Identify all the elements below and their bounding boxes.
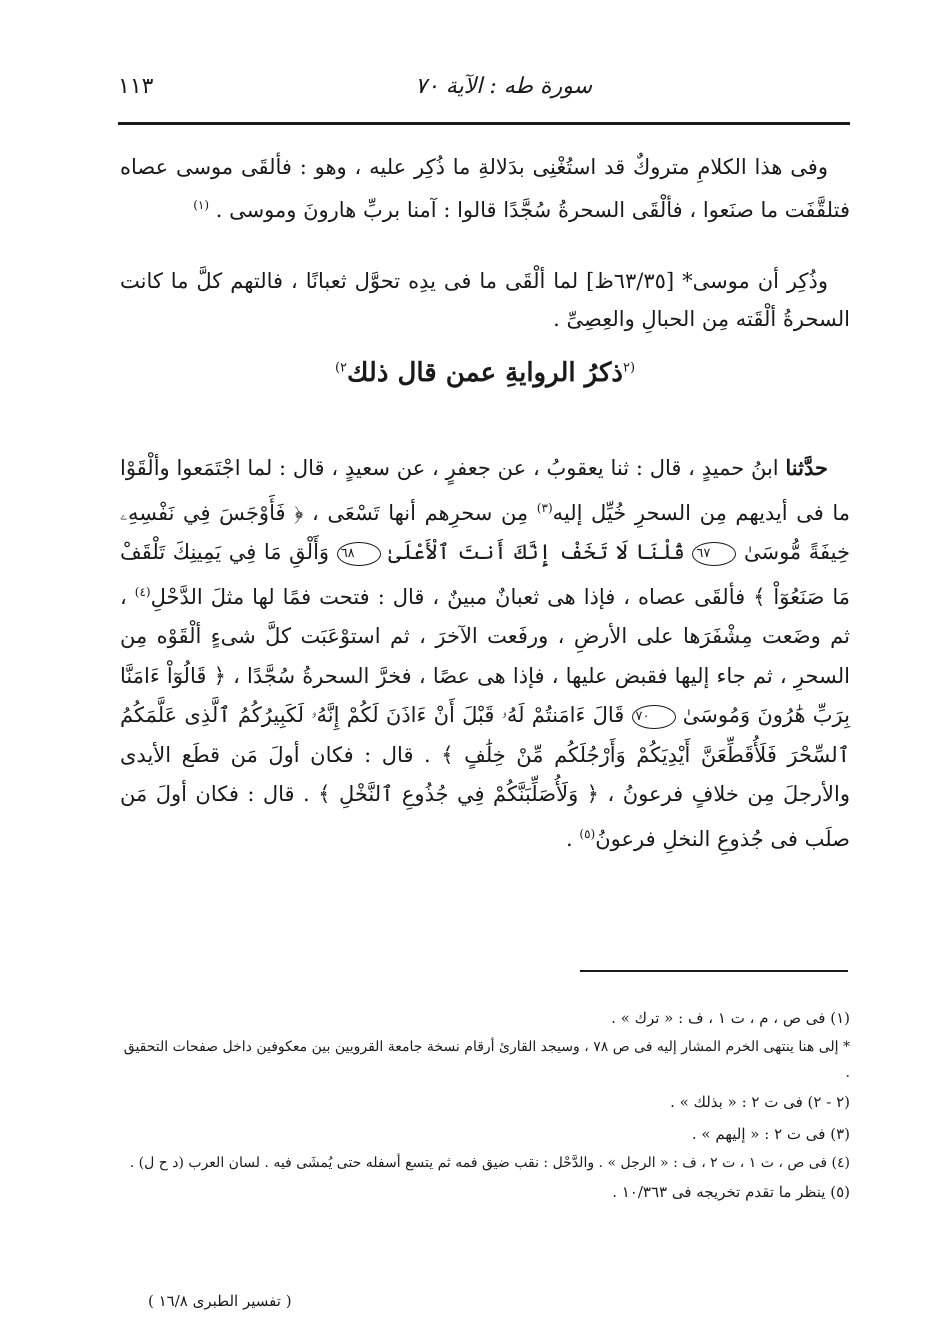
quran-verse-70: ﴿ قَالُوٓاْ ءَامَنَّا بِرَبِّ هَٰرُونَ وَمُوسَىٰ bbox=[120, 663, 850, 727]
paragraph-2 bbox=[120, 262, 850, 338]
ayah-number-68: ٦٨ bbox=[337, 542, 381, 566]
footnote-1: (١) فى ص ، م ، ت ١ ، ف : « ترك » . bbox=[611, 1009, 850, 1027]
paragraph-2-text: وذُكِر أن موسى* [٦٣/٣٥ظ] لما ألْقَى ما فى يدِه تحوَّل ثعبانًا ، فالتهم كلَّ ما كانت السحرةُ ألْقَته مِن الحبالِ والعِصِىِّ . bbox=[120, 269, 850, 331]
header-title: سورة طه : الآية ٧٠ bbox=[415, 74, 592, 99]
footnote-star: * إلى هنا ينتهى الخرم المشار إليه فى ص ٧٨ ، وسيجد القارئ أرقام نسخة جامعة القرويين بين معكوفين داخل صفحات التحقيق . bbox=[123, 1039, 850, 1081]
running-header bbox=[118, 70, 850, 110]
narration-lead: حدَّثنا bbox=[785, 455, 828, 480]
ayah-number-67: ٦٧ bbox=[692, 542, 736, 566]
ayah-number-70: ٧٠ bbox=[632, 705, 676, 729]
paragraph-1 bbox=[120, 148, 850, 229]
heading-footnote-open: (٢ bbox=[622, 360, 636, 376]
footnote-ref-1: (١) bbox=[193, 198, 210, 212]
paragraph-1-text: وفى هذا الكلامِ متروكٌ قد استُغْنِى بدَلالةِ ما ذُكِر عليه ، وهو : فألقَى موسى عصاه فتلقَّفَت ما صنَعوا ، فألْقَى السحرةُ سُجَّدًا قالوا : آمنا بربِّ هارونَ وموسى . bbox=[120, 155, 850, 222]
heading-footnote-close: ٢) bbox=[334, 360, 348, 376]
footnotes bbox=[120, 1002, 850, 1208]
header-rule bbox=[118, 122, 850, 125]
narration-text-3: فألقَى عصاه ، فإذا هى ثعبانٌ مبينٌ ، قال : فتحت فمًا لها مثلَ الدَّحْلِ bbox=[150, 584, 754, 609]
footnote-ref-3: (٣) bbox=[536, 500, 553, 515]
quran-verse-67: ﴿ فَأَوْجَسَ فِي نَفْسِهِۦ خِيفَةً مُّوسَىٰ bbox=[120, 500, 850, 564]
quran-verse-71b: ﴿ وَلَأُصَلِّبَنَّكُمْ فِي جُذُوعِ ٱلنَّخْلِ ﴾ bbox=[318, 782, 599, 806]
section-heading bbox=[120, 358, 850, 388]
narration-text-2: مِن سحرِهم أنها تَسْعَى ، bbox=[303, 500, 537, 525]
quran-verse-71a: قَالَ ءَامَنتُمْ لَهُۥ قَبْلَ أَنْ ءَاذَنَ لَكُمْ إِنَّهُۥ لَكَبِيرُكُمُ ٱلَّذِى عَلَّمَكُمُ ٱلسِّحْرَ فَلَأُقَطِّعَنَّ أَيْدِيَكُمْ وَأَرْجُلَكُم مِّنْ خِلَٰفٍ ﴾ bbox=[120, 703, 850, 767]
quran-verse-68: قُلْنَا لَا تَخَفْ إِنَّكَ أَنتَ ٱلْأَعْلَىٰ bbox=[388, 540, 685, 564]
narration-text-5: . قال : فكان أولَ مَن قطَع الأيدى والأرجلَ مِن خلافٍ فرعونُ ، bbox=[120, 742, 851, 806]
heading-text: ذكرُ الروايةِ عمن قال ذلك bbox=[347, 358, 623, 388]
footnote-5: (٥) ينظر ما تقدم تخريجه فى ١٠/٣٦٣ . bbox=[612, 1183, 850, 1201]
footnote-3: (٣) فى ت ٢ : « إليهم » . bbox=[691, 1125, 850, 1143]
narration-text-6: . قال : فكان أولَ مَن صلَب فى جُذوعِ النخلِ فرعونُ bbox=[120, 782, 850, 851]
quran-verse-69: وَأَلْقِ مَا فِي يَمِينِكَ تَلْقَفْ مَا صَنَعُوٓاْ ﴾ bbox=[120, 540, 851, 609]
footnote-2: (٢ - ٢) فى ت ٢ : « بذلك » . bbox=[670, 1093, 850, 1111]
narration-text-1: ابنُ حميدٍ ، قال : ثنا يعقوبُ ، عن جعفرٍ ، عن سعيدٍ ، قال : لما اجْتَمَعوا وألْقَوْا ما فى أيديهم مِن السحرِ خُيِّل إليه bbox=[120, 456, 851, 525]
footnote-ref-4: (٤) bbox=[134, 584, 151, 599]
narration-text-7: . bbox=[566, 826, 580, 851]
footnote-4: (٤) فى ص ، ت ١ ، ت ٢ ، ف : « الرجل » . والدَّحْل : نقب ضيق فمه ثم يتسع أسفله حتى يُمشَى فيه . لسان العرب (د ح ل) . bbox=[129, 1155, 850, 1171]
footnote-ref-5: (٥) bbox=[579, 826, 596, 841]
footnote-rule bbox=[580, 970, 848, 972]
narration-text-4: ، ثم وضَعت مِشْفَرَها على الأرضِ ، ورفَعت الآخرَ ، ثم استوْعَبَت كلَّ شىءٍ ألْقَوْه مِن السحرِ ، ثم جاء إليها فقبض عليها ، فإذا هى عصًا ، فخرَّ السحرةُ سُجَّدًا ، bbox=[120, 584, 851, 688]
page-number: ١١٣ bbox=[118, 74, 154, 99]
book-signature: ( تفسير الطبرى ١٦/٨ ) bbox=[148, 1292, 292, 1310]
narration-paragraph bbox=[120, 448, 850, 859]
